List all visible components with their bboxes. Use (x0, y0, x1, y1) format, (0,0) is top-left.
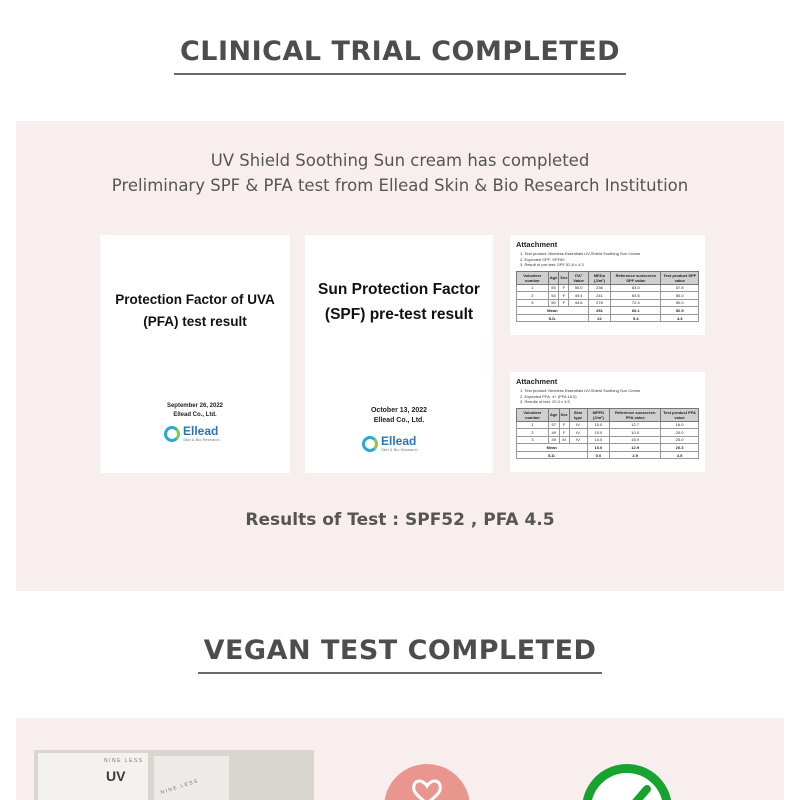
product-uv-label: UV (106, 768, 126, 784)
table-header: Sex (559, 271, 569, 284)
pfa-report-date: September 26, 2022 (166, 403, 224, 409)
logo-name: Ellead (381, 434, 417, 448)
table-cell: 57.5 (661, 284, 699, 292)
table-cell: 10.0 (587, 421, 610, 429)
table-row (517, 299, 699, 307)
table-cell: 12.9 (610, 444, 661, 452)
table-cell: 54 (548, 292, 559, 300)
table-cell: Mean (517, 307, 589, 315)
intro-line-1: UV Shield Soothing Sun cream has completed (210, 151, 590, 170)
table-cell: 63.6 (611, 292, 661, 300)
spf-attachment-line: 3. Result of pre-test: SPF 52.8 ± 4.3 (520, 262, 584, 267)
table-cell: 4.3 (661, 314, 699, 322)
table-cell: 4.5 (661, 451, 699, 459)
table-cell: 10.0 (587, 444, 610, 452)
table-cell: 22 (588, 314, 610, 322)
table-cell: F (559, 292, 569, 300)
ellead-logo (164, 425, 220, 442)
spf-report-date: October 13, 2022 (370, 407, 428, 414)
table-row (517, 284, 699, 292)
table-header: Test product PFA value (661, 408, 699, 421)
clinical-heading (0, 36, 800, 75)
table-cell: 55 (548, 284, 559, 292)
table-cell: 57 (548, 421, 559, 429)
logo-name: Ellead (183, 424, 219, 438)
pfa-report-title (100, 289, 290, 333)
table-cell: 63.0 (611, 284, 661, 292)
table-cell: 2.9 (610, 451, 661, 459)
pfa-report-date-block (100, 402, 290, 420)
test-result-summary: Results of Test : SPF52 , PFA 4.5 (245, 510, 555, 530)
table-header: Volunteer number (517, 271, 549, 284)
table-cell: 12.7 (610, 421, 661, 429)
table-cell: F (559, 429, 569, 437)
table-row (517, 429, 699, 437)
table-row (517, 292, 699, 300)
table-cell: 52.5 (661, 307, 699, 315)
table-sd-row (517, 314, 699, 322)
spf-report-company: Ellead Co., Ltd. (373, 417, 425, 424)
spf-report-cover (305, 235, 493, 473)
table-cell: 49 (548, 429, 559, 437)
table-cell: 50.0 (661, 292, 699, 300)
clinical-heading-text: CLINICAL TRIAL COMPLETED (174, 36, 626, 75)
ellead-logo-icon (164, 426, 180, 442)
table-header: MEDu (J/m²) (588, 271, 610, 284)
table-cell: 49 (548, 436, 559, 444)
table-cell: 50.0 (661, 299, 699, 307)
table-sd-row (517, 451, 699, 459)
table-cell: 72.4 (611, 299, 661, 307)
table-cell: M (559, 436, 569, 444)
table-cell: 49.4 (569, 292, 588, 300)
table-cell: 2 (517, 429, 549, 437)
pfa-report-cover (100, 235, 290, 473)
table-header-row (517, 271, 699, 284)
pfa-attachment-line: 3. Results of test: 20.3 ± 4.5 (520, 399, 570, 404)
table-cell: IV (569, 436, 587, 444)
table-cell: 236 (588, 284, 610, 292)
table-header: Test product SPF value (661, 271, 699, 284)
clinical-intro (0, 148, 800, 198)
pfa-attachment-line: 1. Test product: Nineless Essentials UV-Shield Soothing Sun Cream (520, 388, 641, 393)
table-cell: IV (569, 429, 587, 437)
table-row (517, 436, 699, 444)
table-cell: 3 (517, 299, 549, 307)
pfa-attachment-title: Attachment (516, 377, 558, 386)
table-cell: 10.0 (610, 429, 661, 437)
pfa-title-line-2: (PFA) test result (143, 314, 247, 329)
table-header: Sex (559, 408, 569, 421)
table-header: MPPD (J/m²) (587, 408, 610, 421)
table-cell: 1 (517, 421, 549, 429)
table-cell: F (559, 284, 569, 292)
pfa-attachment-line: 2. Expected PFA: 4+ (PFA 16.0) (520, 393, 577, 399)
table-cell: 241 (588, 292, 610, 300)
table-cell: 20.3 (661, 444, 699, 452)
table-cell: 25.0 (661, 436, 699, 444)
intro-line-2: Preliminary SPF & PFA test from Ellead Skin & Bio Research Institution (111, 176, 689, 195)
table-mean-row (517, 444, 699, 452)
table-cell: 20.0 (661, 429, 699, 437)
pfa-title-line-1: Protection Factor of UVA (115, 292, 275, 307)
product-brand-label: NINE LESS (160, 778, 200, 796)
spf-title-line-2: (SPF) pre-test result (324, 306, 474, 323)
table-cell: 10.0 (587, 436, 610, 444)
spf-title-line-1: Sun Protection Factor (318, 281, 480, 298)
table-cell: 44.6 (569, 299, 588, 307)
spf-results-table (516, 271, 699, 323)
table-cell: Mean (517, 444, 588, 452)
logo-sub: Skin & Bio Research (381, 447, 418, 452)
table-header: Reference sunscreen PFA value (610, 408, 661, 421)
table-cell: S.D. (517, 314, 589, 322)
table-cell: 10.0 (587, 429, 610, 437)
product-photo (34, 750, 314, 800)
spf-report-title (305, 277, 493, 327)
table-cell: 66.1 (611, 307, 661, 315)
table-header: Reference sunscreen SPF value (611, 271, 661, 284)
table-cell: 15.9 (610, 436, 661, 444)
table-cell: F (559, 421, 569, 429)
table-cell: 16.0 (661, 421, 699, 429)
table-cell: 3 (517, 436, 549, 444)
vegan-heart-icon (384, 764, 470, 800)
table-cell: S.D. (517, 451, 588, 459)
table-cell: 2 (517, 292, 549, 300)
table-cell: 5.4 (611, 314, 661, 322)
pfa-results-table (516, 408, 699, 460)
spf-attachment-line: 2. Expected SPF: SPF50 (520, 256, 565, 262)
spf-attachment (510, 235, 705, 335)
vegan-heading (0, 635, 800, 674)
table-header-row (517, 408, 699, 421)
pfa-report-company: Ellead Co., Ltd. (173, 412, 217, 418)
table-cell: 50 (548, 299, 559, 307)
logo-sub: Skin & Bio Research (183, 437, 220, 442)
table-cell: 276 (588, 299, 610, 307)
vegan-heading-text: VEGAN TEST COMPLETED (198, 635, 603, 674)
table-cell: 50.0 (569, 284, 588, 292)
spf-attachment-line: 1. Test product: Nineless Essentials UV-Shield Soothing Sun Cream (520, 251, 641, 256)
table-row (517, 421, 699, 429)
table-cell: 251 (588, 307, 610, 315)
table-cell: 0.0 (587, 451, 610, 459)
table-header: Skin type (569, 408, 587, 421)
table-cell: F (559, 299, 569, 307)
table-header: ITA° Value (569, 271, 588, 284)
pfa-attachment (510, 372, 705, 472)
table-header: Age (548, 408, 559, 421)
table-header: Volunteer number (517, 408, 549, 421)
spf-report-date-block (305, 406, 493, 426)
product-brand-label: NINE LESS (104, 758, 144, 764)
table-header: Age (548, 271, 559, 284)
table-cell: IV (569, 421, 587, 429)
ellead-logo (362, 435, 418, 452)
table-mean-row (517, 307, 699, 315)
table-cell: 1 (517, 284, 549, 292)
spf-attachment-title: Attachment (516, 240, 558, 249)
ellead-logo-icon (362, 436, 378, 452)
